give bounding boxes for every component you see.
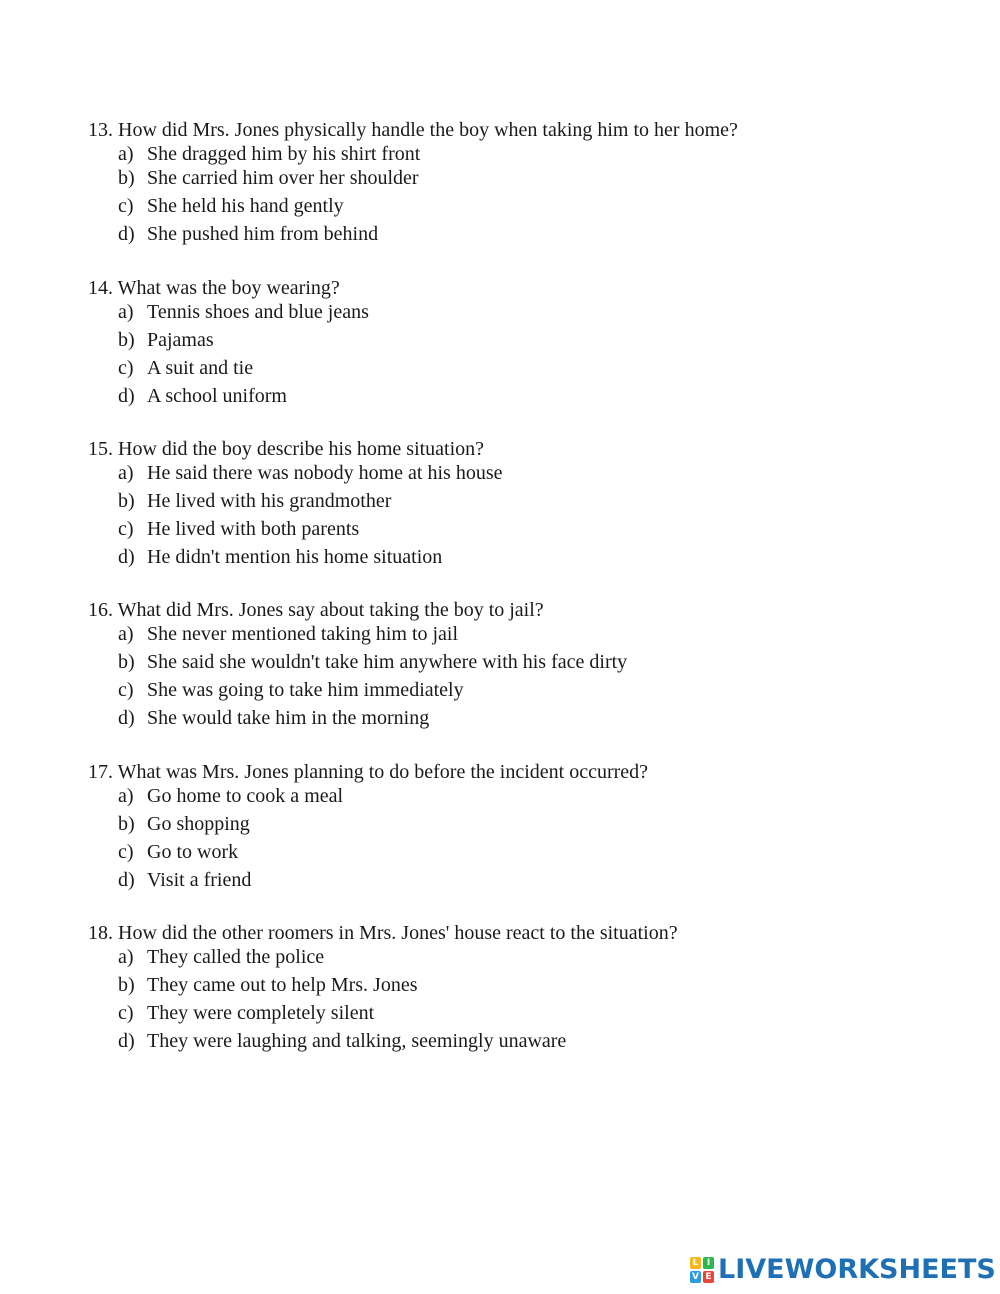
answer-option xyxy=(88,622,968,646)
option-letter: b) xyxy=(118,490,135,512)
option-letter: d) xyxy=(118,707,135,729)
option-letter: b) xyxy=(118,167,135,189)
option-text: They called the police xyxy=(147,946,325,968)
question-text: 13. How did Mrs. Jones physically handle the boy when taking him to her home? xyxy=(88,119,738,141)
option-letter: d) xyxy=(118,385,135,407)
question-14 xyxy=(88,276,968,408)
answer-option xyxy=(88,142,968,166)
option-text: They were completely silent xyxy=(147,1002,375,1024)
question-text: 18. How did the other roomers in Mrs. Jones' house react to the situation? xyxy=(88,922,678,944)
answer-option xyxy=(88,812,968,836)
answer-option xyxy=(88,222,968,246)
answer-options xyxy=(88,142,968,246)
answer-option xyxy=(88,545,968,569)
option-text: He lived with his grandmother xyxy=(147,490,392,512)
answer-option xyxy=(88,1029,968,1053)
option-text: She pushed him from behind xyxy=(147,223,379,245)
option-text: Tennis shoes and blue jeans xyxy=(147,301,369,323)
option-text: They were laughing and talking, seemingly unaware xyxy=(147,1030,567,1052)
answer-option xyxy=(88,489,968,513)
answer-option xyxy=(88,461,968,485)
option-letter: a) xyxy=(118,301,134,323)
option-letter: a) xyxy=(118,785,134,807)
question-15 xyxy=(88,437,968,569)
option-text: She never mentioned taking him to jail xyxy=(147,623,459,645)
question-16 xyxy=(88,598,968,730)
option-text: A suit and tie xyxy=(147,357,254,379)
answer-option xyxy=(88,166,968,190)
option-letter: b) xyxy=(118,329,135,351)
option-letter: d) xyxy=(118,223,135,245)
answer-option xyxy=(88,650,968,674)
option-text: Go home to cook a meal xyxy=(147,785,344,807)
option-text: She was going to take him immediately xyxy=(147,679,464,701)
option-text: Visit a friend xyxy=(147,869,252,891)
logo-mark-tile: V xyxy=(690,1271,701,1283)
logo-mark-tile: E xyxy=(703,1271,714,1283)
option-text: She would take him in the morning xyxy=(147,707,430,729)
option-letter: c) xyxy=(118,518,134,540)
logo-text: LIVEWORKSHEETS xyxy=(718,1254,996,1285)
answer-option xyxy=(88,973,968,997)
answer-options xyxy=(88,622,968,730)
option-text: She held his hand gently xyxy=(147,195,344,217)
option-text: She said she wouldn't take him anywhere with his face dirty xyxy=(147,651,628,673)
option-text: Pajamas xyxy=(147,329,214,351)
answer-options xyxy=(88,300,968,408)
answer-option xyxy=(88,194,968,218)
option-text: He didn't mention his home situation xyxy=(147,546,443,568)
liveworksheets-logo xyxy=(690,1255,996,1285)
answer-options xyxy=(88,945,968,1053)
answer-option xyxy=(88,1001,968,1025)
option-letter: a) xyxy=(118,462,134,484)
question-text: 14. What was the boy wearing? xyxy=(88,277,340,299)
question-text: 16. What did Mrs. Jones say about taking the boy to jail? xyxy=(88,599,544,621)
option-letter: d) xyxy=(118,546,135,568)
option-text: He said there was nobody home at his house xyxy=(147,462,503,484)
option-letter: c) xyxy=(118,1002,134,1024)
option-text: Go shopping xyxy=(147,813,250,835)
answer-option xyxy=(88,784,968,808)
question-17 xyxy=(88,760,968,892)
option-letter: c) xyxy=(118,679,134,701)
option-text: He lived with both parents xyxy=(147,518,360,540)
logo-mark-icon xyxy=(690,1257,714,1283)
option-text: A school uniform xyxy=(147,385,287,407)
answer-option xyxy=(88,945,968,969)
answer-option xyxy=(88,840,968,864)
logo-mark-tile: I xyxy=(703,1257,714,1269)
question-text: 17. What was Mrs. Jones planning to do before the incident occurred? xyxy=(88,761,649,783)
answer-option xyxy=(88,328,968,352)
question-18 xyxy=(88,921,968,1053)
option-letter: c) xyxy=(118,841,134,863)
option-text: They came out to help Mrs. Jones xyxy=(147,974,418,996)
option-letter: b) xyxy=(118,974,135,996)
answer-option xyxy=(88,868,968,892)
answer-option xyxy=(88,384,968,408)
question-13 xyxy=(88,118,968,246)
option-letter: c) xyxy=(118,195,134,217)
answer-option xyxy=(88,678,968,702)
answer-options xyxy=(88,461,968,569)
answer-option xyxy=(88,300,968,324)
option-letter: b) xyxy=(118,651,135,673)
option-text: She carried him over her shoulder xyxy=(147,167,419,189)
option-text: Go to work xyxy=(147,841,239,863)
option-letter: c) xyxy=(118,357,134,379)
answer-options xyxy=(88,784,968,892)
option-letter: d) xyxy=(118,1030,135,1052)
option-letter: b) xyxy=(118,813,135,835)
answer-option xyxy=(88,706,968,730)
option-letter: a) xyxy=(118,946,134,968)
option-letter: d) xyxy=(118,869,135,891)
logo-mark-tile: L xyxy=(690,1257,701,1269)
option-letter: a) xyxy=(118,143,134,165)
question-text: 15. How did the boy describe his home situation? xyxy=(88,438,485,460)
answer-option xyxy=(88,517,968,541)
answer-option xyxy=(88,356,968,380)
option-text: She dragged him by his shirt front xyxy=(147,143,421,165)
option-letter: a) xyxy=(118,623,134,645)
